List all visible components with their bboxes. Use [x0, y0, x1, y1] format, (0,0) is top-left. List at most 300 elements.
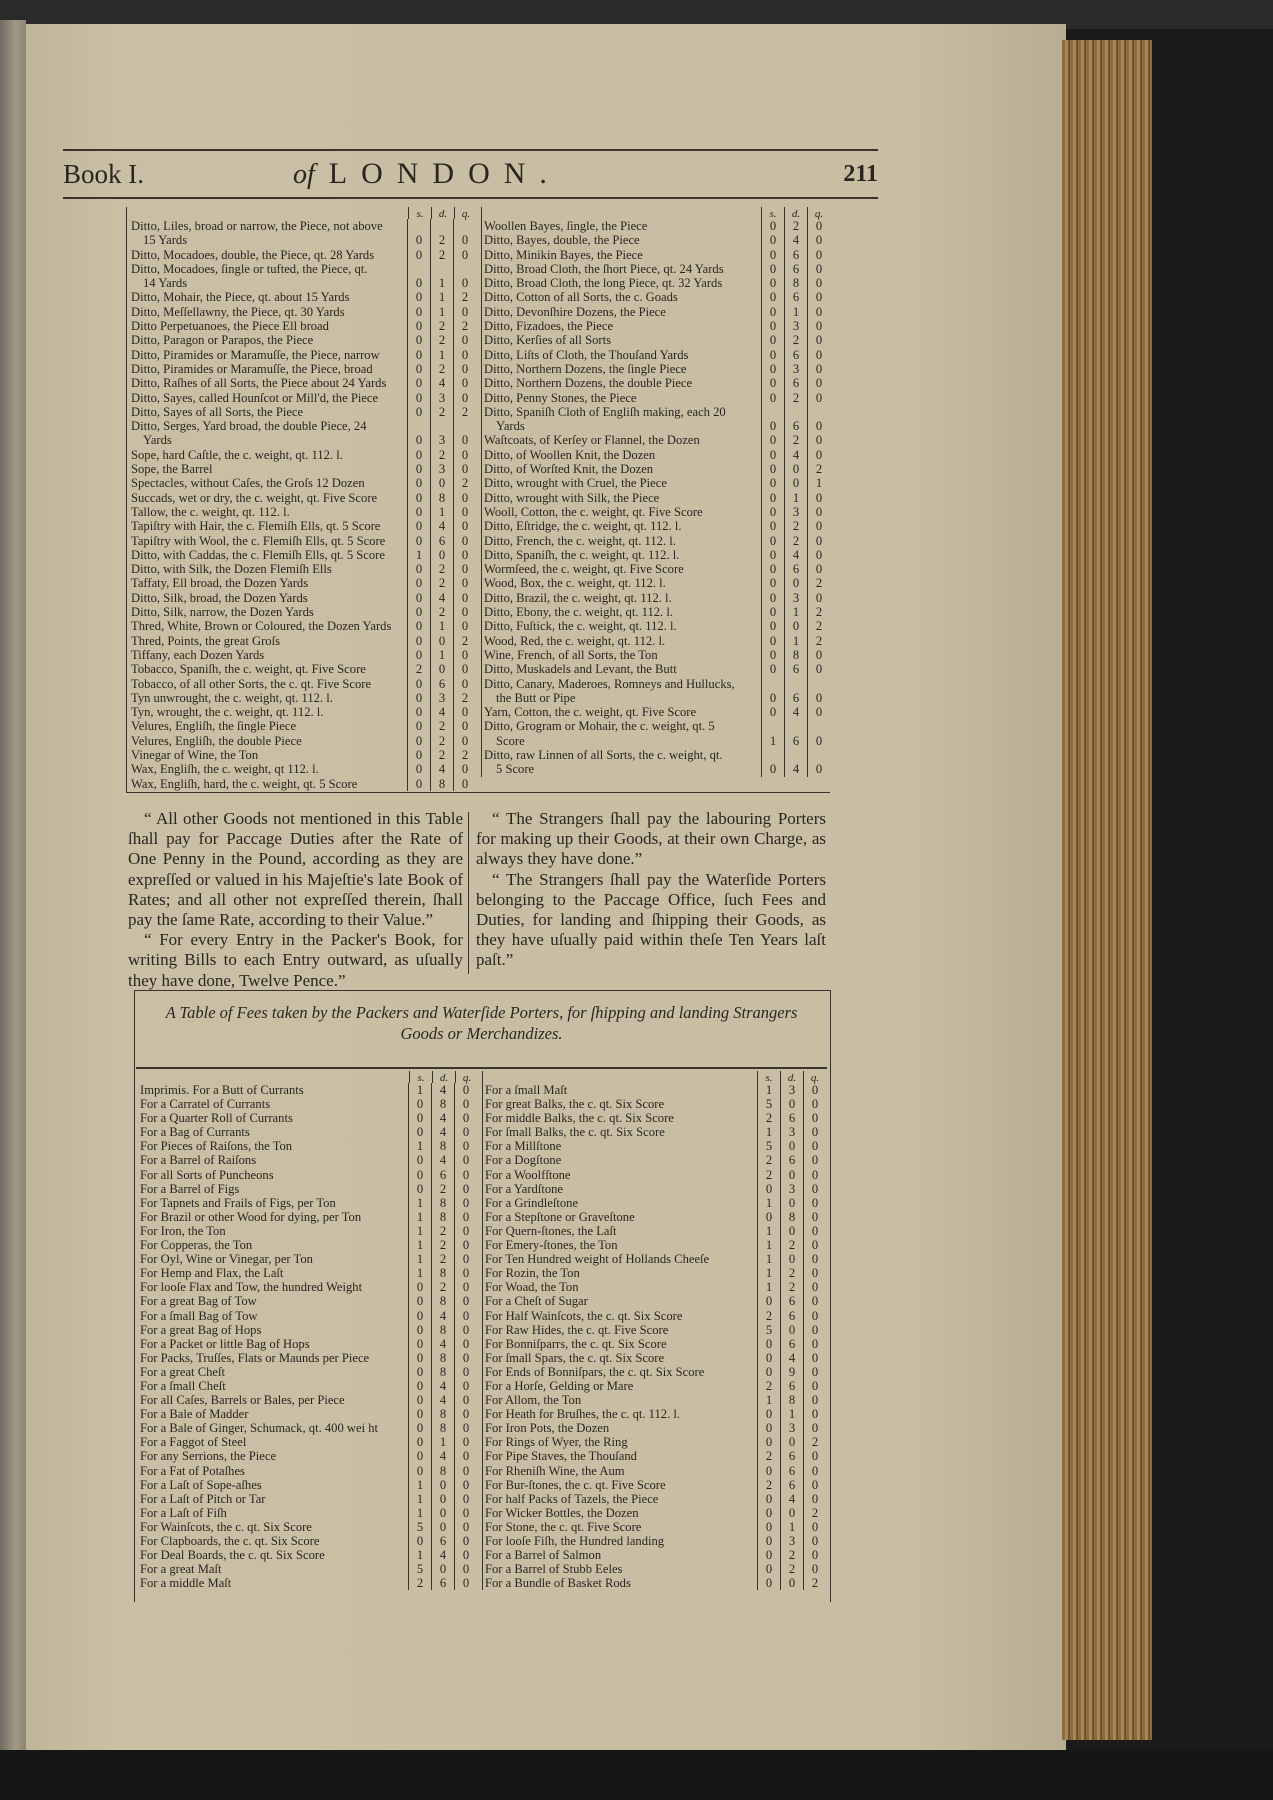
pence-value: 8: [431, 1323, 454, 1337]
shillings-value: 0: [761, 677, 784, 706]
item-description: [485, 1492, 757, 1506]
item-text-continued: Yards: [496, 419, 525, 434]
item-description: [484, 576, 761, 590]
item-description: [485, 1323, 757, 1337]
item-description: [140, 1238, 408, 1252]
item-description: [140, 1520, 408, 1534]
table-row: [131, 476, 477, 490]
table-row: [485, 1280, 826, 1294]
farthings-value: 0: [454, 1182, 477, 1196]
table-row: [484, 348, 830, 362]
item-text: Ditto, Canary, Maderoes, Romneys and Hullucks,: [484, 676, 735, 691]
item-description: [131, 448, 407, 462]
table-row: [485, 1478, 826, 1492]
table-row: [485, 1379, 826, 1393]
table-row: [140, 1351, 478, 1365]
table-row: [485, 1464, 826, 1478]
pence-value: 6: [431, 1168, 454, 1182]
farthings-value: 0: [807, 662, 830, 676]
item-description: [484, 705, 761, 719]
item-text: Tapiſtry with Hair, the c. Flemiſh Ells, qt. 5 Score: [131, 519, 381, 534]
item-description: [485, 1351, 757, 1365]
shillings-value: 0: [408, 1168, 431, 1182]
item-text: Ditto, Liſts of Cloth, the Thouſand Yards: [484, 347, 689, 362]
farthings-value: 0: [807, 534, 830, 548]
item-text: For a Woolfſtone: [485, 1167, 571, 1182]
shillings-value: 0: [407, 748, 430, 762]
shillings-value: 0: [407, 376, 430, 390]
table-row: [131, 219, 477, 248]
item-text: For Clapboards, the c. qt. Six Score: [140, 1534, 320, 1548]
shillings-header: s.: [408, 207, 431, 219]
item-description: [131, 348, 407, 362]
farthings-value: 0: [454, 1224, 477, 1238]
table-row: [484, 433, 830, 447]
item-text: Thred, Points, the great Groſs: [131, 633, 280, 648]
item-description: [485, 1083, 757, 1097]
shillings-value: 0: [408, 1323, 431, 1337]
shillings-value: 0: [761, 262, 784, 276]
item-description: [131, 333, 407, 347]
table-row: [131, 534, 477, 548]
item-text: Yarn, Cotton, the c. weight, qt. Five Score: [484, 705, 697, 720]
table-row: [485, 1238, 826, 1252]
table-row: [484, 576, 830, 590]
shillings-value: 0: [407, 476, 430, 490]
item-text: Ditto, of Worſted Knit, the Dozen: [484, 462, 654, 477]
pence-value: 0: [780, 1576, 803, 1590]
item-description: [131, 548, 407, 562]
pence-value: 2: [784, 333, 807, 347]
farthings-value: 0: [803, 1534, 826, 1548]
table-row: [140, 1478, 478, 1492]
pence-value: 6: [780, 1111, 803, 1125]
table-row: [485, 1435, 826, 1449]
shillings-value: 0: [407, 505, 430, 519]
table-row: [485, 1407, 826, 1421]
pence-value: 3: [780, 1182, 803, 1196]
table-row: [485, 1562, 826, 1576]
pence-value: 6: [784, 662, 807, 676]
shillings-value: 0: [761, 648, 784, 662]
prose-right: [476, 809, 826, 971]
item-text: For Bonniſparrs, the c. qt. Six Score: [485, 1336, 667, 1351]
farthings-value: 0: [453, 605, 476, 619]
shillings-value: 0: [408, 1294, 431, 1308]
item-text: For a Millſtone: [485, 1139, 562, 1154]
shillings-value: 0: [761, 605, 784, 619]
item-text: Woollen Bayes, ſingle, the Piece: [484, 219, 648, 233]
farthings-value: 0: [454, 1153, 477, 1167]
item-text: Ditto, Fuſtick, the c. weight, qt. 112. l.: [484, 619, 677, 634]
shillings-value: 2: [757, 1153, 780, 1167]
pence-value: 1: [780, 1407, 803, 1421]
table-row: [484, 290, 830, 304]
farthings-value: 0: [454, 1266, 477, 1280]
table-row: [140, 1083, 478, 1097]
item-text: For a middle Maſt: [140, 1576, 232, 1591]
pence-value: 4: [430, 591, 453, 605]
table-row: [485, 1421, 826, 1435]
table-row: [484, 505, 830, 519]
item-description: [484, 305, 761, 319]
item-text: For half Packs of Tazels, the Piece: [485, 1491, 659, 1506]
pence-value: 6: [784, 290, 807, 304]
item-text: Wood, Box, the c. weight, qt. 112. l.: [484, 576, 666, 591]
pence-value: 8: [431, 1351, 454, 1365]
farthings-value: 0: [453, 591, 476, 605]
item-description: [140, 1435, 408, 1449]
item-text: Ditto, Mocadoes, ſingle or tufted, the Piece, qt.: [131, 261, 368, 276]
pence-value: 0: [784, 462, 807, 476]
table-row: [485, 1337, 826, 1351]
item-description: [140, 1365, 408, 1379]
farthings-value: 0: [807, 519, 830, 533]
farthings-value: 0: [454, 1097, 477, 1111]
table-row: [131, 548, 477, 562]
item-text: Ditto, raw Linnen of all Sorts, the c. weight, qt.: [484, 747, 723, 762]
table-row: [485, 1506, 826, 1520]
table-row: [485, 1492, 826, 1506]
farthings-value: 0: [454, 1464, 477, 1478]
farthings-value: 2: [453, 634, 476, 648]
shillings-value: 0: [407, 362, 430, 376]
pence-value: 1: [430, 648, 453, 662]
shillings-value: 0: [407, 691, 430, 705]
pence-value: 4: [431, 1393, 454, 1407]
table-row: [140, 1562, 478, 1576]
pence-value: 8: [431, 1196, 454, 1210]
pence-value: 0: [784, 576, 807, 590]
item-text: Ditto, Spaniſh, the c. weight, qt. 112. l.: [484, 547, 680, 562]
item-text-continued: 5 Score: [496, 762, 535, 777]
pence-value: 2: [431, 1238, 454, 1252]
item-text: Ditto Perpetuanoes, the Piece Ell broad: [131, 319, 329, 334]
pence-value: 8: [431, 1266, 454, 1280]
pence-value: 6: [780, 1294, 803, 1308]
shillings-value: 0: [757, 1534, 780, 1548]
pence-value: 8: [431, 1139, 454, 1153]
shillings-value: 0: [761, 290, 784, 304]
table-row: [131, 290, 477, 304]
item-text: For Woad, the Ton: [485, 1280, 579, 1295]
pence-value: 6: [431, 1576, 454, 1590]
item-text: For a Bag of Currants: [140, 1125, 250, 1140]
item-description: [485, 1379, 757, 1393]
shillings-value: 0: [407, 405, 430, 419]
table-row: [131, 719, 477, 733]
item-text: Ditto, Cotton of all Sorts, the c. Goads: [484, 290, 678, 305]
item-text: For a great Cheſt: [140, 1364, 225, 1379]
table-row: [131, 391, 477, 405]
farthings-value: 0: [803, 1365, 826, 1379]
table-row: [484, 677, 830, 706]
table-row: [485, 1449, 826, 1463]
farthings-value: 0: [453, 248, 476, 262]
farthings-value: 0: [454, 1562, 477, 1576]
shillings-value: 1: [757, 1083, 780, 1097]
farthings-value: 0: [807, 391, 830, 405]
item-text: Tyn unwrought, the c. weight, qt. 112. l.: [131, 690, 333, 705]
farthings-value: 0: [807, 677, 830, 706]
farthings-value: 0: [454, 1506, 477, 1520]
pence-value: 3: [780, 1125, 803, 1139]
table-row: [140, 1252, 478, 1266]
shillings-value: 0: [761, 448, 784, 462]
farthings-value: 0: [807, 505, 830, 519]
shillings-value: 0: [407, 619, 430, 633]
item-description: [485, 1562, 757, 1576]
item-text: For a great Bag of Tow: [140, 1294, 257, 1309]
pence-value: 2: [430, 576, 453, 590]
pence-value: 1: [430, 505, 453, 519]
item-text: For all Sorts of Puncheons: [140, 1167, 274, 1182]
pence-value: 2: [430, 562, 453, 576]
farthings-value: 0: [454, 1478, 477, 1492]
item-description: [484, 405, 761, 434]
shillings-value: 0: [761, 233, 784, 247]
item-text: For a Barrel of Salmon: [485, 1548, 602, 1563]
farthings-value: 2: [453, 319, 476, 333]
shillings-value: 1: [757, 1224, 780, 1238]
pence-value: 4: [784, 705, 807, 719]
item-text: For a ſmall Maſt: [485, 1083, 568, 1097]
pence-value: 4: [430, 519, 453, 533]
farthings-value: 2: [807, 619, 830, 633]
item-text: Thred, White, Brown or Coloured, the Dozen Yards: [131, 619, 392, 634]
shillings-value: 0: [757, 1365, 780, 1379]
item-text: Ditto, Liles, broad or narrow, the Piece, not above: [131, 219, 383, 233]
table-row: [484, 491, 830, 505]
table-row: [485, 1548, 826, 1562]
farthings-value: 0: [453, 462, 476, 476]
table-row: [131, 662, 477, 676]
pence-value: 4: [431, 1548, 454, 1562]
item-text: For Packs, Truſſes, Flats or Maunds per Piece: [140, 1350, 370, 1365]
table-row: [131, 634, 477, 648]
item-text: For Iron Pots, the Dozen: [485, 1421, 610, 1436]
pence-value: 4: [431, 1125, 454, 1139]
farthings-value: 2: [803, 1576, 826, 1590]
item-text: Ditto, Ebony, the c. weight, qt. 112. l.: [484, 605, 673, 620]
item-description: [140, 1083, 408, 1097]
pence-value: 4: [430, 762, 453, 776]
shillings-value: 0: [407, 534, 430, 548]
item-text: For Oyl, Wine or Vinegar, per Ton: [140, 1252, 313, 1267]
shillings-value: 0: [761, 534, 784, 548]
item-text: Ditto, French, the c. weight, qt. 112. l.: [484, 533, 676, 548]
pence-value: 4: [784, 448, 807, 462]
table-row: [484, 719, 830, 748]
item-description: [484, 219, 761, 233]
farthings-value: 2: [807, 605, 830, 619]
pence-value: 1: [430, 619, 453, 633]
shillings-value: 0: [407, 519, 430, 533]
farthings-value: 0: [803, 1478, 826, 1492]
farthings-value: 0: [803, 1238, 826, 1252]
item-description: [140, 1196, 408, 1210]
pence-value: 2: [430, 748, 453, 762]
shillings-value: 0: [757, 1548, 780, 1562]
table-row: [484, 319, 830, 333]
table-row: [131, 448, 477, 462]
shillings-value: 2: [407, 662, 430, 676]
shillings-value: 0: [761, 248, 784, 262]
item-description: [140, 1224, 408, 1238]
item-description: [140, 1280, 408, 1294]
shillings-value: 1: [408, 1139, 431, 1153]
farthings-value: 2: [807, 462, 830, 476]
pence-value: 1: [784, 305, 807, 319]
pence-value: 0: [780, 1435, 803, 1449]
item-description: [484, 362, 761, 376]
item-description: [140, 1421, 408, 1435]
farthings-value: 0: [454, 1083, 477, 1097]
pence-value: 6: [784, 405, 807, 434]
table-row: [131, 376, 477, 390]
table-row: [484, 362, 830, 376]
shillings-value: 2: [408, 1576, 431, 1590]
item-description: [484, 719, 761, 748]
farthings-value: 0: [453, 662, 476, 676]
item-description: [485, 1576, 757, 1590]
paragraph: “ All other Goods not mentioned in this Table ſhall pay for Paccage Duties after the Rate of One Penny in the Pound, according as they are expreſſed or valued in his Majeſtie's late Book of Rates; and all other not expreſſed therein, ſhall pay the ſame Rate, according to their Value.”: [128, 809, 463, 930]
shillings-value: 5: [757, 1139, 780, 1153]
pence-value: 4: [780, 1351, 803, 1365]
item-description: [131, 562, 407, 576]
farthings-value: 0: [454, 1252, 477, 1266]
page-title: [293, 157, 561, 191]
shillings-value: 1: [408, 1548, 431, 1562]
table-row: [484, 662, 830, 676]
pence-value: 0: [784, 476, 807, 490]
item-text: Wood, Red, the c. weight, qt. 112. l.: [484, 633, 666, 648]
item-text: Wax, Engliſh, the c. weight, qt 112. l.: [131, 762, 319, 777]
pence-value: 1: [784, 491, 807, 505]
pence-value: 6: [430, 534, 453, 548]
item-text: Velures, Engliſh, the ſingle Piece: [131, 719, 297, 734]
shillings-value: 0: [761, 705, 784, 719]
pence-value: 2: [430, 333, 453, 347]
item-text: For Copperas, the Ton: [140, 1238, 253, 1253]
farthings-value: 0: [807, 376, 830, 390]
table-row: [485, 1182, 826, 1196]
pence-value: 2: [784, 219, 807, 233]
pence-value: 1: [430, 305, 453, 319]
table-row: [131, 519, 477, 533]
item-text: For Rozin, the Ton: [485, 1266, 580, 1281]
pence-value: 6: [780, 1464, 803, 1478]
item-description: [484, 376, 761, 390]
table-row: [140, 1379, 478, 1393]
item-text: Ditto, Kerſies of all Sorts: [484, 333, 611, 348]
item-text: Tiffany, each Dozen Yards: [131, 647, 265, 662]
shillings-value: 0: [757, 1492, 780, 1506]
item-description: [140, 1351, 408, 1365]
shillings-value: 0: [761, 576, 784, 590]
pence-value: 6: [784, 348, 807, 362]
item-description: [140, 1492, 408, 1506]
table-row: [485, 1393, 826, 1407]
pence-value: 1: [784, 634, 807, 648]
item-description: [140, 1393, 408, 1407]
pence-value: 6: [784, 719, 807, 748]
item-description: [484, 333, 761, 347]
table-row: [485, 1224, 826, 1238]
table-row: [140, 1097, 478, 1111]
shillings-value: 0: [761, 405, 784, 434]
pence-value: 0: [430, 662, 453, 676]
farthings-value: 0: [454, 1576, 477, 1590]
item-text: Taffaty, Ell broad, the Dozen Yards: [131, 576, 309, 591]
item-description: [140, 1379, 408, 1393]
farthings-value: 0: [454, 1168, 477, 1182]
farthings-value: 0: [454, 1393, 477, 1407]
item-description: [140, 1168, 408, 1182]
item-description: [485, 1478, 757, 1492]
item-text: Succads, wet or dry, the c. weight, qt. Five Score: [131, 490, 378, 505]
item-description: [484, 519, 761, 533]
table-row: [485, 1097, 826, 1111]
pence-value: 3: [430, 691, 453, 705]
shillings-value: 0: [757, 1421, 780, 1435]
shillings-value: 1: [408, 1196, 431, 1210]
farthings-value: 2: [803, 1506, 826, 1520]
item-description: [484, 262, 761, 276]
item-text: For any Serrions, the Piece: [140, 1449, 277, 1464]
item-description: [485, 1224, 757, 1238]
table-row: [484, 519, 830, 533]
shillings-value: 0: [408, 1351, 431, 1365]
table-row: [485, 1576, 826, 1590]
table-row: [484, 333, 830, 347]
farthings-value: 0: [803, 1153, 826, 1167]
farthings-value: 1: [807, 476, 830, 490]
item-description: [484, 648, 761, 662]
pence-value: 6: [780, 1478, 803, 1492]
table-row: [140, 1534, 478, 1548]
shillings-value: 1: [757, 1252, 780, 1266]
pence-value: 4: [784, 548, 807, 562]
shillings-value: 0: [407, 462, 430, 476]
item-description: [140, 1478, 408, 1492]
farthings-value: 0: [803, 1323, 826, 1337]
shillings-value: 1: [408, 1478, 431, 1492]
item-text: For looſe Flax and Tow, the hundred Weight: [140, 1280, 363, 1295]
item-description: [484, 462, 761, 476]
pence-value: 2: [784, 391, 807, 405]
shillings-value: 0: [407, 319, 430, 333]
farthings-value: 2: [453, 405, 476, 419]
item-text: Ditto, with Silk, the Dozen Flemiſh Ells: [131, 562, 332, 577]
farthings-value: 0: [803, 1280, 826, 1294]
shillings-value: 0: [407, 634, 430, 648]
table-row: [484, 405, 830, 434]
item-description: [484, 677, 761, 706]
table-row: [140, 1576, 478, 1590]
table-row: [140, 1449, 478, 1463]
shillings-value: 1: [757, 1125, 780, 1139]
pence-value: 3: [784, 591, 807, 605]
item-text: Wax, Engliſh, hard, the c. weight, qt. 5 Score: [131, 776, 358, 791]
shillings-value: 0: [761, 348, 784, 362]
pence-value: 0: [780, 1097, 803, 1111]
table-row: [485, 1294, 826, 1308]
pence-value: 2: [431, 1182, 454, 1196]
table-row: [485, 1210, 826, 1224]
item-description: [140, 1464, 408, 1478]
farthings-value: 0: [454, 1238, 477, 1252]
